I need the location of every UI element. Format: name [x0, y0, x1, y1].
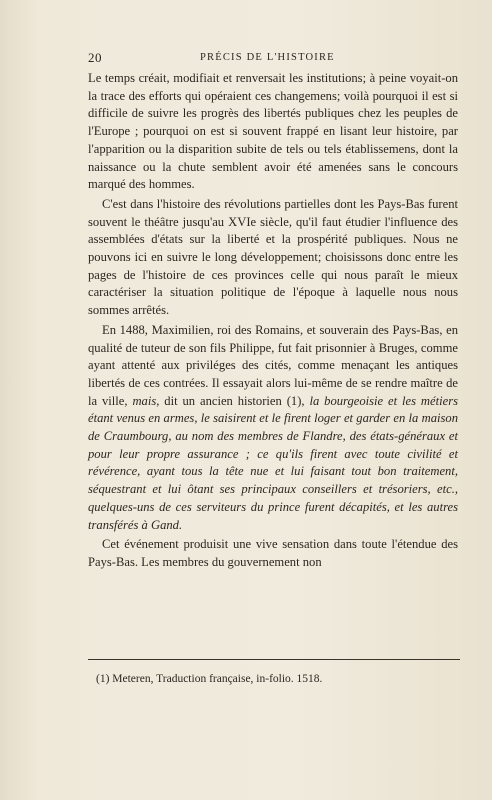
- paragraph-3-quotation: la bourgeoisie et les métiers étant venus en armes, le saisirent et le firent loger et garder en la maison de Craumbourg, au nom des membres de Flandre, des états-généraux et pour leur propre assurance ; ce qu'ils firent avec toute civilité et révérence, ayant tous la tête nue et lui faisant tout bon traitement, séquestrant et lui ôtant ses principaux conseillers et trésoriers, etc., quelques-uns de ces serviteurs du prince furent décapités, et les autres transférés à Gand.: [88, 393, 459, 532]
- paragraph-4: Cet événement produisit une vive sensation dans toute l'étendue des Pays-Bas. Les membres du gouvernement non: [88, 537, 458, 569]
- paragraph-3-italic-mais: mais: [132, 393, 157, 408]
- body-text: [88, 70, 458, 572]
- footnote-rule: [88, 659, 460, 660]
- paragraph-2: C'est dans l'histoire des révolutions partielles dont les Pays-Bas furent souvent le théâtre jusqu'au XVIe siècle, qu'il faut étudier l'influence des assemblées d'états sur la liberté et la prospérité publiques. Nous ne pouvons ici en suivre le long développement; choisissons donc entre les pages de l'histoire de ces provinces celle qui nous paraît le mieux caractériser la situation politique de l'époque à laquelle nous nous sommes arrêtés.: [88, 196, 458, 318]
- paragraph-3-roman-2: , dit un ancien historien (1),: [156, 393, 310, 408]
- paragraph-3-roman: En 1488, Maximilien, roi des Romains, et souverain des Pays-Bas, en qualité de tuteur de son fils Philippe, fut fait prisonnier à Bruges, comme ayant attenté aux priviléges des cités, comme menaçant les antiques libertés de ces contrées. Il essayait alors lui-même de se rendre maître de la ville,: [88, 322, 458, 408]
- page-number: 20: [88, 50, 102, 65]
- page-header: [88, 50, 458, 66]
- paragraph-3: [88, 322, 458, 534]
- paragraph-1: Le temps créait, modifiait et renversait les institutions; à peine voyait-on la trace des efforts qui opéraient ces changemens; voilà pourquoi il est si difficile de suivre les progrès des libertés publiques chez les peuples de l'Europe ; pourquoi on est si souvent frappé en lisant leur histoire, par l'apparition ou la disparition subite de tels ou tels établissemens, dont la naissance ou la chute semblent avoir été amenées sans le concours marqué des hommes.: [88, 71, 458, 192]
- running-head: PRÉCIS DE L'HISTOIRE: [200, 52, 335, 63]
- footnote: (1) Meteren, Traduction française, in-folio. 1518.: [96, 673, 323, 685]
